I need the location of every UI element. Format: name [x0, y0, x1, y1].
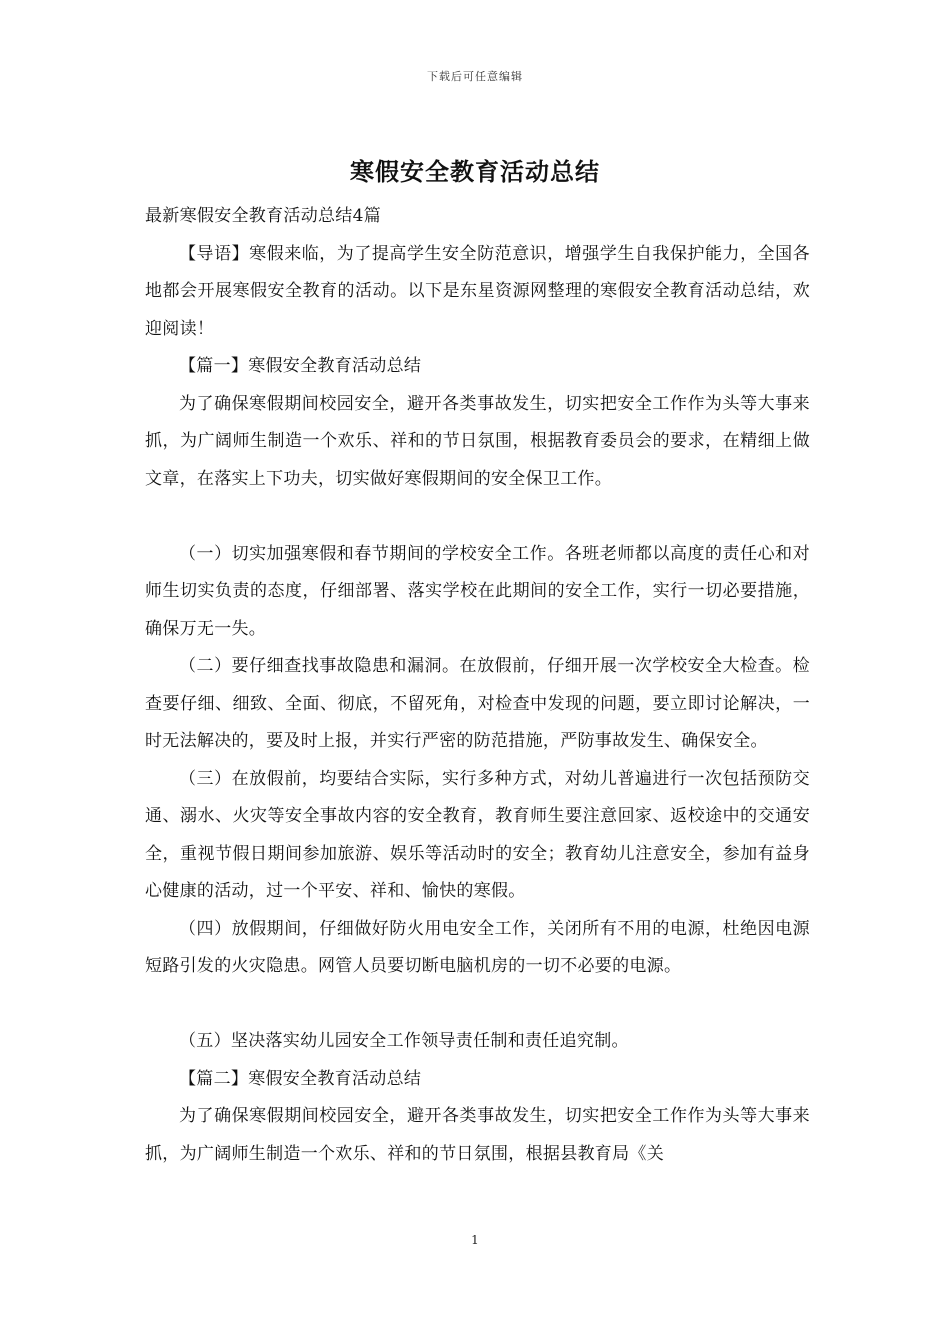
paragraph: 为了确保寒假期间校园安全，避开各类事故发生，切实把安全工作作为头等大事来抓，为广阔师生制造一个欢乐、祥和的节日氛围，根据教育委员会的要求，在精细上做文章，在落实上下功夫，切实做好寒假期间的安全保卫工作。: [145, 393, 810, 489]
document-subtitle: 最新寒假安全教育活动总结4篇: [145, 206, 382, 226]
page-number: 1: [471, 1233, 479, 1247]
paragraph: （一）切实加强寒假和春节期间的学校安全工作。各班老师都以高度的责任心和对师生切实负责的态度，仔细部署、落实学校在此期间的安全工作，实行一切必要措施，确保万无一失。: [145, 543, 810, 639]
paragraph-gap: [145, 986, 810, 1024]
paragraph-intro: 【导语】寒假来临，为了提高学生安全防范意识，增强学生自我保护能力，全国各地都会开展寒假安全教育的活动。以下是东星资源网整理的寒假安全教育活动总结，欢迎阅读！: [145, 243, 810, 339]
paragraph: （四）放假期间，仔细做好防火用电安全工作，关闭所有不用的电源，杜绝因电源短路引发的火灾隐患。网管人员要切断电脑机房的一切不必要的电源。: [145, 918, 810, 976]
paragraph-gap: [145, 498, 810, 536]
paragraph: （三）在放假前，均要结合实际，实行多种方式，对幼儿普遍进行一次包括预防交通、溺水、火灾等安全事故内容的安全教育，教育师生要注意回家、返校途中的交通安全，重视节假日期间参加旅游、娱乐等活动时的安全；教育幼儿注意安全，参加有益身心健康的活动，过一个平安、祥和、愉快的寒假。: [145, 768, 810, 901]
paragraph: （二）要仔细查找事故隐患和漏洞。在放假前，仔细开展一次学校安全大检查。检查要仔细、细致、全面、彻底，不留死角，对检查中发现的问题，要立即讨论解决，一时无法解决的，要及时上报，并实行严密的防范措施，严防事故发生、确保安全。: [145, 656, 810, 751]
section-heading-1: 【篇一】寒假安全教育活动总结: [179, 356, 422, 376]
page-header: 下载后可任意编辑: [427, 70, 523, 83]
document-title: 寒假安全教育活动总结: [350, 157, 600, 186]
paragraph: （五）坚决落实幼儿园安全工作领导责任制和责任追究制。: [179, 1031, 629, 1051]
paragraph: 为了确保寒假期间校园安全，避开各类事故发生，切实把安全工作作为头等大事来抓，为广阔师生制造一个欢乐、祥和的节日氛围，根据县教育局《关: [145, 1106, 810, 1164]
document-body: [145, 198, 810, 1173]
section-heading-2: 【篇二】寒假安全教育活动总结: [179, 1068, 422, 1089]
